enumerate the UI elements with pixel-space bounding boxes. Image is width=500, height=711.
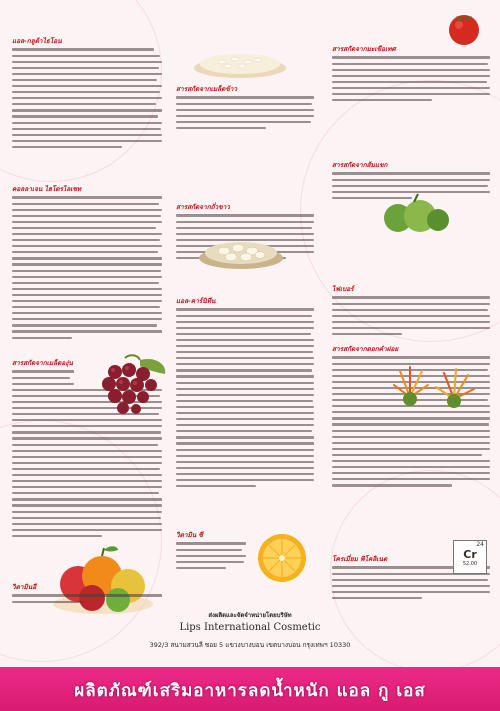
- section-heading: สารสกัดจากถั่วขาว: [176, 203, 230, 211]
- grape-image: [85, 354, 170, 419]
- section-body: [12, 196, 164, 342]
- tomato-image: [436, 6, 494, 46]
- section-heading: สารสกัดจากดอกคำฝอย: [332, 345, 399, 353]
- atomic-mass: 52.00: [462, 561, 478, 567]
- atomic-number: 24: [476, 541, 484, 548]
- section-body: [12, 48, 164, 152]
- company-address: 392/3 สนามสวนลี ซอย 5 แขวงบางบอน เขตบางบอน กรุงเทพฯ 10330: [149, 641, 351, 649]
- orange-image: [252, 528, 312, 584]
- section-heading: วิตามิน ซี: [176, 531, 203, 539]
- element-symbol: Cr: [463, 548, 477, 561]
- section-lcarnitine: [176, 296, 316, 516]
- section-heading: คอลลาเจน ไฮโดรไลเซท: [12, 185, 82, 193]
- right-column: [332, 44, 492, 604]
- section-heading: วิตามินอี: [12, 583, 37, 591]
- section-body: [332, 56, 492, 105]
- company-line: [0, 610, 500, 620]
- section-body: [176, 308, 316, 491]
- safflower-image: [380, 357, 490, 417]
- section-lglutathione: [12, 36, 164, 186]
- section-heading: แอล-คาร์นิทีน: [176, 297, 216, 305]
- left-column: [12, 36, 164, 616]
- section-riceseed: [176, 84, 316, 194]
- section-heading: สารสกัดจากมะเขือเทศ: [332, 45, 396, 53]
- chromium-element-card: [453, 540, 487, 574]
- section-heading: โครเมี่ยม พิโคลิเนต: [332, 555, 388, 563]
- section-heading: สารสกัดจากเมล็ดองุ่น: [12, 359, 73, 367]
- section-body: [332, 296, 492, 339]
- garcinia-image: [374, 190, 454, 240]
- section-collagen: [12, 184, 164, 364]
- section-heading: ไฟเบอร์: [332, 285, 354, 293]
- section-body: [12, 594, 164, 606]
- banner-title: ผลิตภัณฑ์เสริมอาหารลดน้ำหนัก แอล กู เอส: [74, 681, 426, 701]
- section-heading: สารสกัดจากเมล็ดข้าว: [176, 85, 238, 93]
- section-tomato: [332, 44, 492, 154]
- section-heading: แอล-กลูต้าไธโอน: [12, 37, 62, 45]
- middle-column: [176, 84, 316, 584]
- rice-seed-image: [190, 40, 290, 80]
- distributor-label: ส่งผลิตและจัดจำหน่ายโดยบริษัท: [208, 612, 292, 619]
- white-bean-image: [196, 228, 286, 272]
- section-body: [176, 96, 316, 133]
- section-heading: สารสกัดจากส้มแขก: [332, 161, 388, 169]
- company-name: Lips International Cosmetic: [179, 622, 321, 633]
- product-banner: [0, 667, 500, 711]
